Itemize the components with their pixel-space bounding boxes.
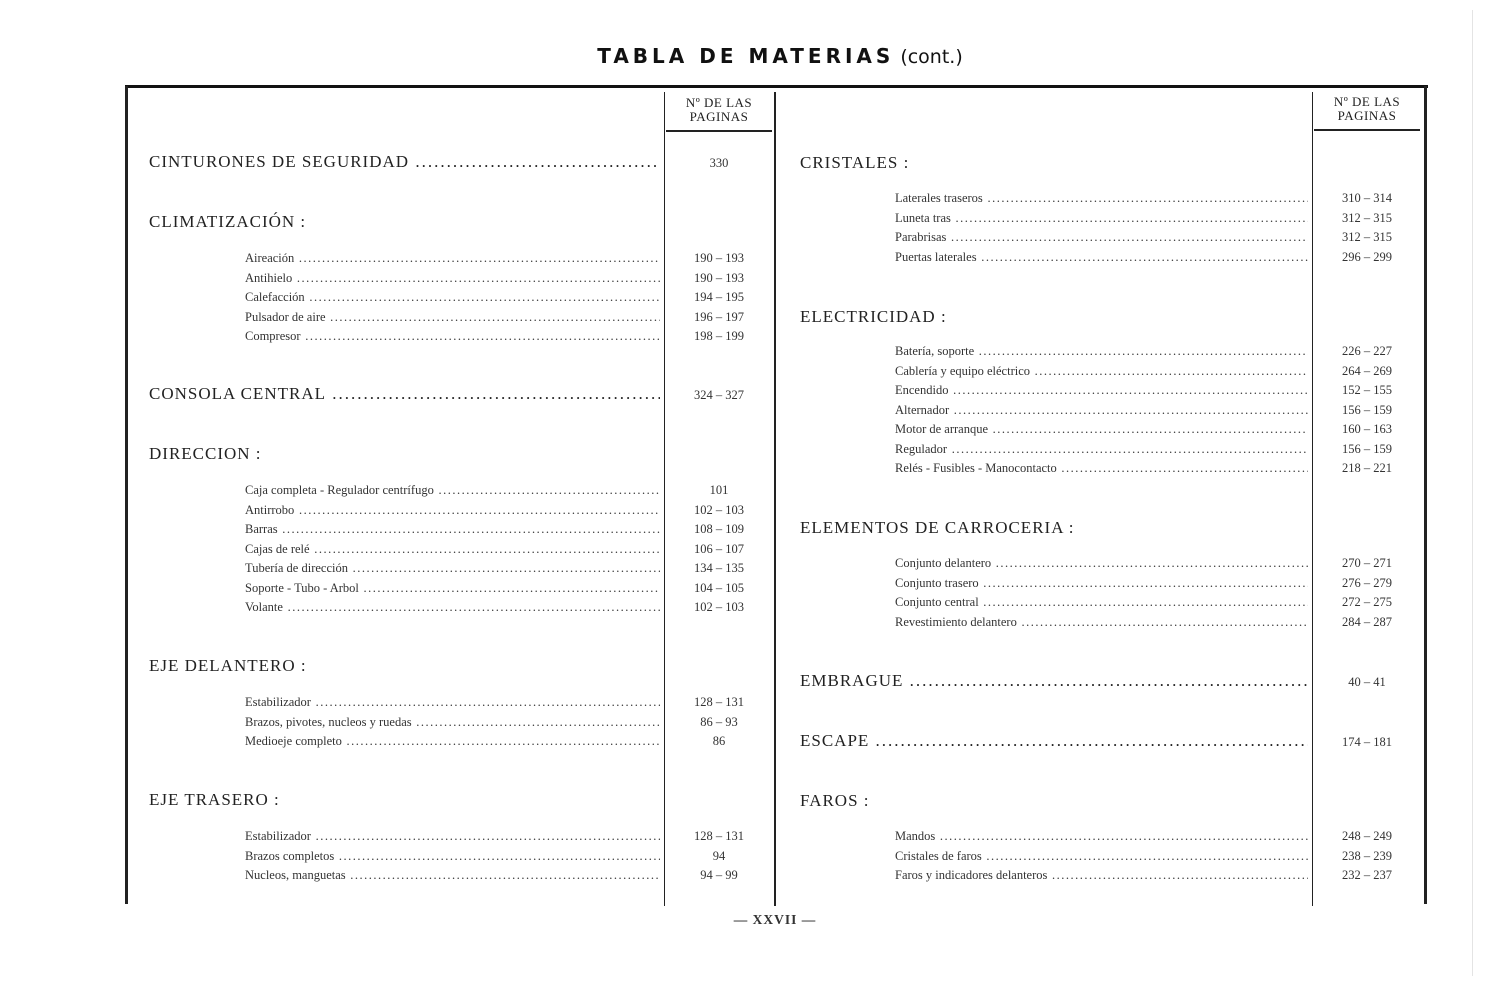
right-toc-item: Motor de arranque ..... [895, 422, 1308, 437]
right-toc-item: Puertas laterales ..... [895, 250, 1308, 265]
right-toc-item: Mandos ..... [895, 829, 1308, 844]
right-section-title: ELECTRICIDAD : [800, 307, 947, 326]
left-toc-item-page: 194 – 195 [694, 290, 744, 304]
left-pages-header [666, 96, 772, 124]
left-toc-item-page: 128 – 131 [694, 829, 744, 843]
title-text: TABLA DE MATERIAS [597, 44, 895, 68]
right-toc-item: Encendido ..... [895, 383, 1308, 398]
left-section-page: 324 – 327 [694, 388, 744, 402]
right-toc-item-page: 276 – 279 [1342, 575, 1392, 590]
left-toc-item: Aireación ..... [245, 251, 660, 266]
left-toc-item-page: 104 – 105 [694, 580, 744, 595]
page-number: — XXVII — [733, 912, 817, 927]
left-toc-item: Brazos, pivotes, nucleos y ruedas ..... [245, 715, 660, 730]
right-toc-item: Parabrisas ..... [895, 230, 1308, 245]
right-toc-item: Alternador ..... [895, 403, 1308, 418]
left-toc-item-page: 102 – 103 [694, 502, 744, 517]
page-edge [1472, 10, 1473, 976]
left-toc-item: Calefacción ..... [245, 290, 660, 305]
right-toc-item: Batería, soporte ..... [895, 344, 1308, 359]
left-toc-item-page: 190 – 193 [694, 251, 744, 265]
right-toc-item: Cablería y equipo eléctrico ..... [895, 364, 1308, 379]
left-toc-item: Estabilizador ..... [245, 829, 660, 844]
right-toc-item-page: 152 – 155 [1342, 383, 1392, 397]
left-toc-item: Antirrobo ..... [245, 503, 660, 518]
right-toc-item-page: 156 – 159 [1342, 402, 1392, 417]
left-header-rule [666, 130, 772, 132]
right-toc-item-page: 218 – 221 [1342, 461, 1392, 475]
right-header-line1: Nº DE LAS [1333, 94, 1401, 109]
right-toc-item: Revestimiento delantero ..... [895, 615, 1308, 630]
left-toc-item: Volante ..... [245, 600, 660, 615]
right-section-title: ELEMENTOS DE CARROCERIA : [800, 518, 1075, 537]
left-header-line2: PAGINAS [689, 109, 749, 124]
right-toc-item: Conjunto delantero ..... [895, 556, 1308, 571]
right-toc-item-page: 238 – 239 [1342, 848, 1392, 863]
right-toc-item-page: 226 – 227 [1342, 344, 1392, 358]
left-header-line1: Nº DE LAS [685, 95, 753, 110]
right-header-rule [1314, 129, 1420, 131]
right-toc-item-page: 270 – 271 [1342, 556, 1392, 570]
right-toc-item: Luneta tras ..... [895, 211, 1308, 226]
right-section-title: FAROS : [800, 791, 870, 810]
right-toc-item: Cristales de faros ..... [895, 849, 1308, 864]
left-section-title: CONSOLA CENTRAL ..... [149, 384, 660, 404]
left-toc-item-page: 101 [709, 483, 729, 497]
left-toc-item-page: 106 – 107 [694, 541, 744, 556]
left-toc-item: Barras ..... [245, 522, 660, 537]
left-toc-item: Pulsador de aire ..... [245, 310, 660, 325]
title-cont: (cont.) [900, 46, 963, 68]
right-toc-item-page: 296 – 299 [1342, 249, 1392, 264]
right-header-line2: PAGINAS [1337, 108, 1397, 123]
right-pages-header [1314, 95, 1420, 123]
left-toc-item-page: 86 – 93 [700, 714, 738, 729]
left-section-title: EJE TRASERO : [149, 790, 280, 809]
right-toc-item-page: 284 – 287 [1342, 614, 1392, 629]
left-toc-item: Tubería de dirección ..... [245, 561, 660, 576]
right-toc-item-page: 248 – 249 [1342, 829, 1392, 843]
left-toc-item-page: 134 – 135 [694, 561, 744, 575]
left-section-title: DIRECCION : [149, 444, 262, 463]
right-section-title: ESCAPE ..... [800, 731, 1308, 751]
left-toc-item-page: 94 – 99 [700, 868, 738, 882]
frame-left-rule [125, 86, 128, 904]
frame-top-rule [125, 85, 1428, 88]
right-toc-item-page: 156 – 159 [1342, 441, 1392, 456]
left-pages-divider [664, 92, 665, 906]
right-section-title: EMBRAGUE ..... [800, 671, 1308, 691]
page-title [0, 44, 1500, 68]
left-toc-item-page: 102 – 103 [694, 600, 744, 614]
right-toc-item: Conjunto trasero ..... [895, 576, 1308, 591]
right-toc-item: Laterales traseros ..... [895, 191, 1308, 206]
left-toc-item-page: 86 [712, 734, 726, 748]
right-section-page: 174 – 181 [1342, 735, 1392, 749]
right-toc-item-page: 160 – 163 [1342, 422, 1392, 436]
center-divider [774, 92, 776, 906]
left-section-title: CINTURONES DE SEGURIDAD ..... [149, 152, 660, 172]
left-section-page: 330 [709, 156, 729, 170]
left-toc-item-page: 196 – 197 [694, 309, 744, 324]
right-section-title: CRISTALES : [800, 153, 910, 172]
left-toc-item: Nucleos, manguetas ..... [245, 868, 660, 883]
left-toc-item-page: 128 – 131 [694, 695, 744, 709]
right-toc-item-page: 312 – 315 [1342, 230, 1392, 244]
frame-right-rule [1424, 86, 1427, 904]
left-toc-item: Soporte - Tubo - Arbol ..... [245, 581, 660, 596]
right-toc-item-page: 312 – 315 [1342, 210, 1392, 225]
right-toc-item-page: 272 – 275 [1342, 595, 1392, 609]
left-toc-item: Compresor ..... [245, 329, 660, 344]
right-toc-item-page: 232 – 237 [1342, 868, 1392, 882]
left-section-title: EJE DELANTERO : [149, 656, 307, 675]
left-toc-item-page: 108 – 109 [694, 522, 744, 536]
right-toc-item: Conjunto central ..... [895, 595, 1308, 610]
left-toc-item: Caja completa - Regulador centrífugo ..... [245, 483, 660, 498]
left-toc-item: Cajas de relé ..... [245, 542, 660, 557]
right-toc-item-page: 264 – 269 [1342, 363, 1392, 378]
right-pages-divider [1312, 92, 1313, 906]
left-toc-item: Brazos completos ..... [245, 849, 660, 864]
right-toc-item: Relés - Fusibles - Manocontacto ..... [895, 461, 1308, 476]
left-toc-item: Medioeje completo ..... [245, 734, 660, 749]
right-toc-item-page: 310 – 314 [1342, 191, 1392, 205]
left-toc-item: Estabilizador ..... [245, 695, 660, 710]
left-toc-item-page: 94 [712, 848, 726, 863]
right-section-page: 40 – 41 [1348, 675, 1386, 689]
left-section-title: CLIMATIZACIÓN : [149, 212, 307, 231]
left-toc-item: Antihielo ..... [245, 271, 660, 286]
left-toc-item-page: 198 – 199 [694, 329, 744, 343]
right-toc-item: Regulador ..... [895, 442, 1308, 457]
right-toc-item: Faros y indicadores delanteros ..... [895, 868, 1308, 883]
left-toc-item-page: 190 – 193 [694, 270, 744, 285]
